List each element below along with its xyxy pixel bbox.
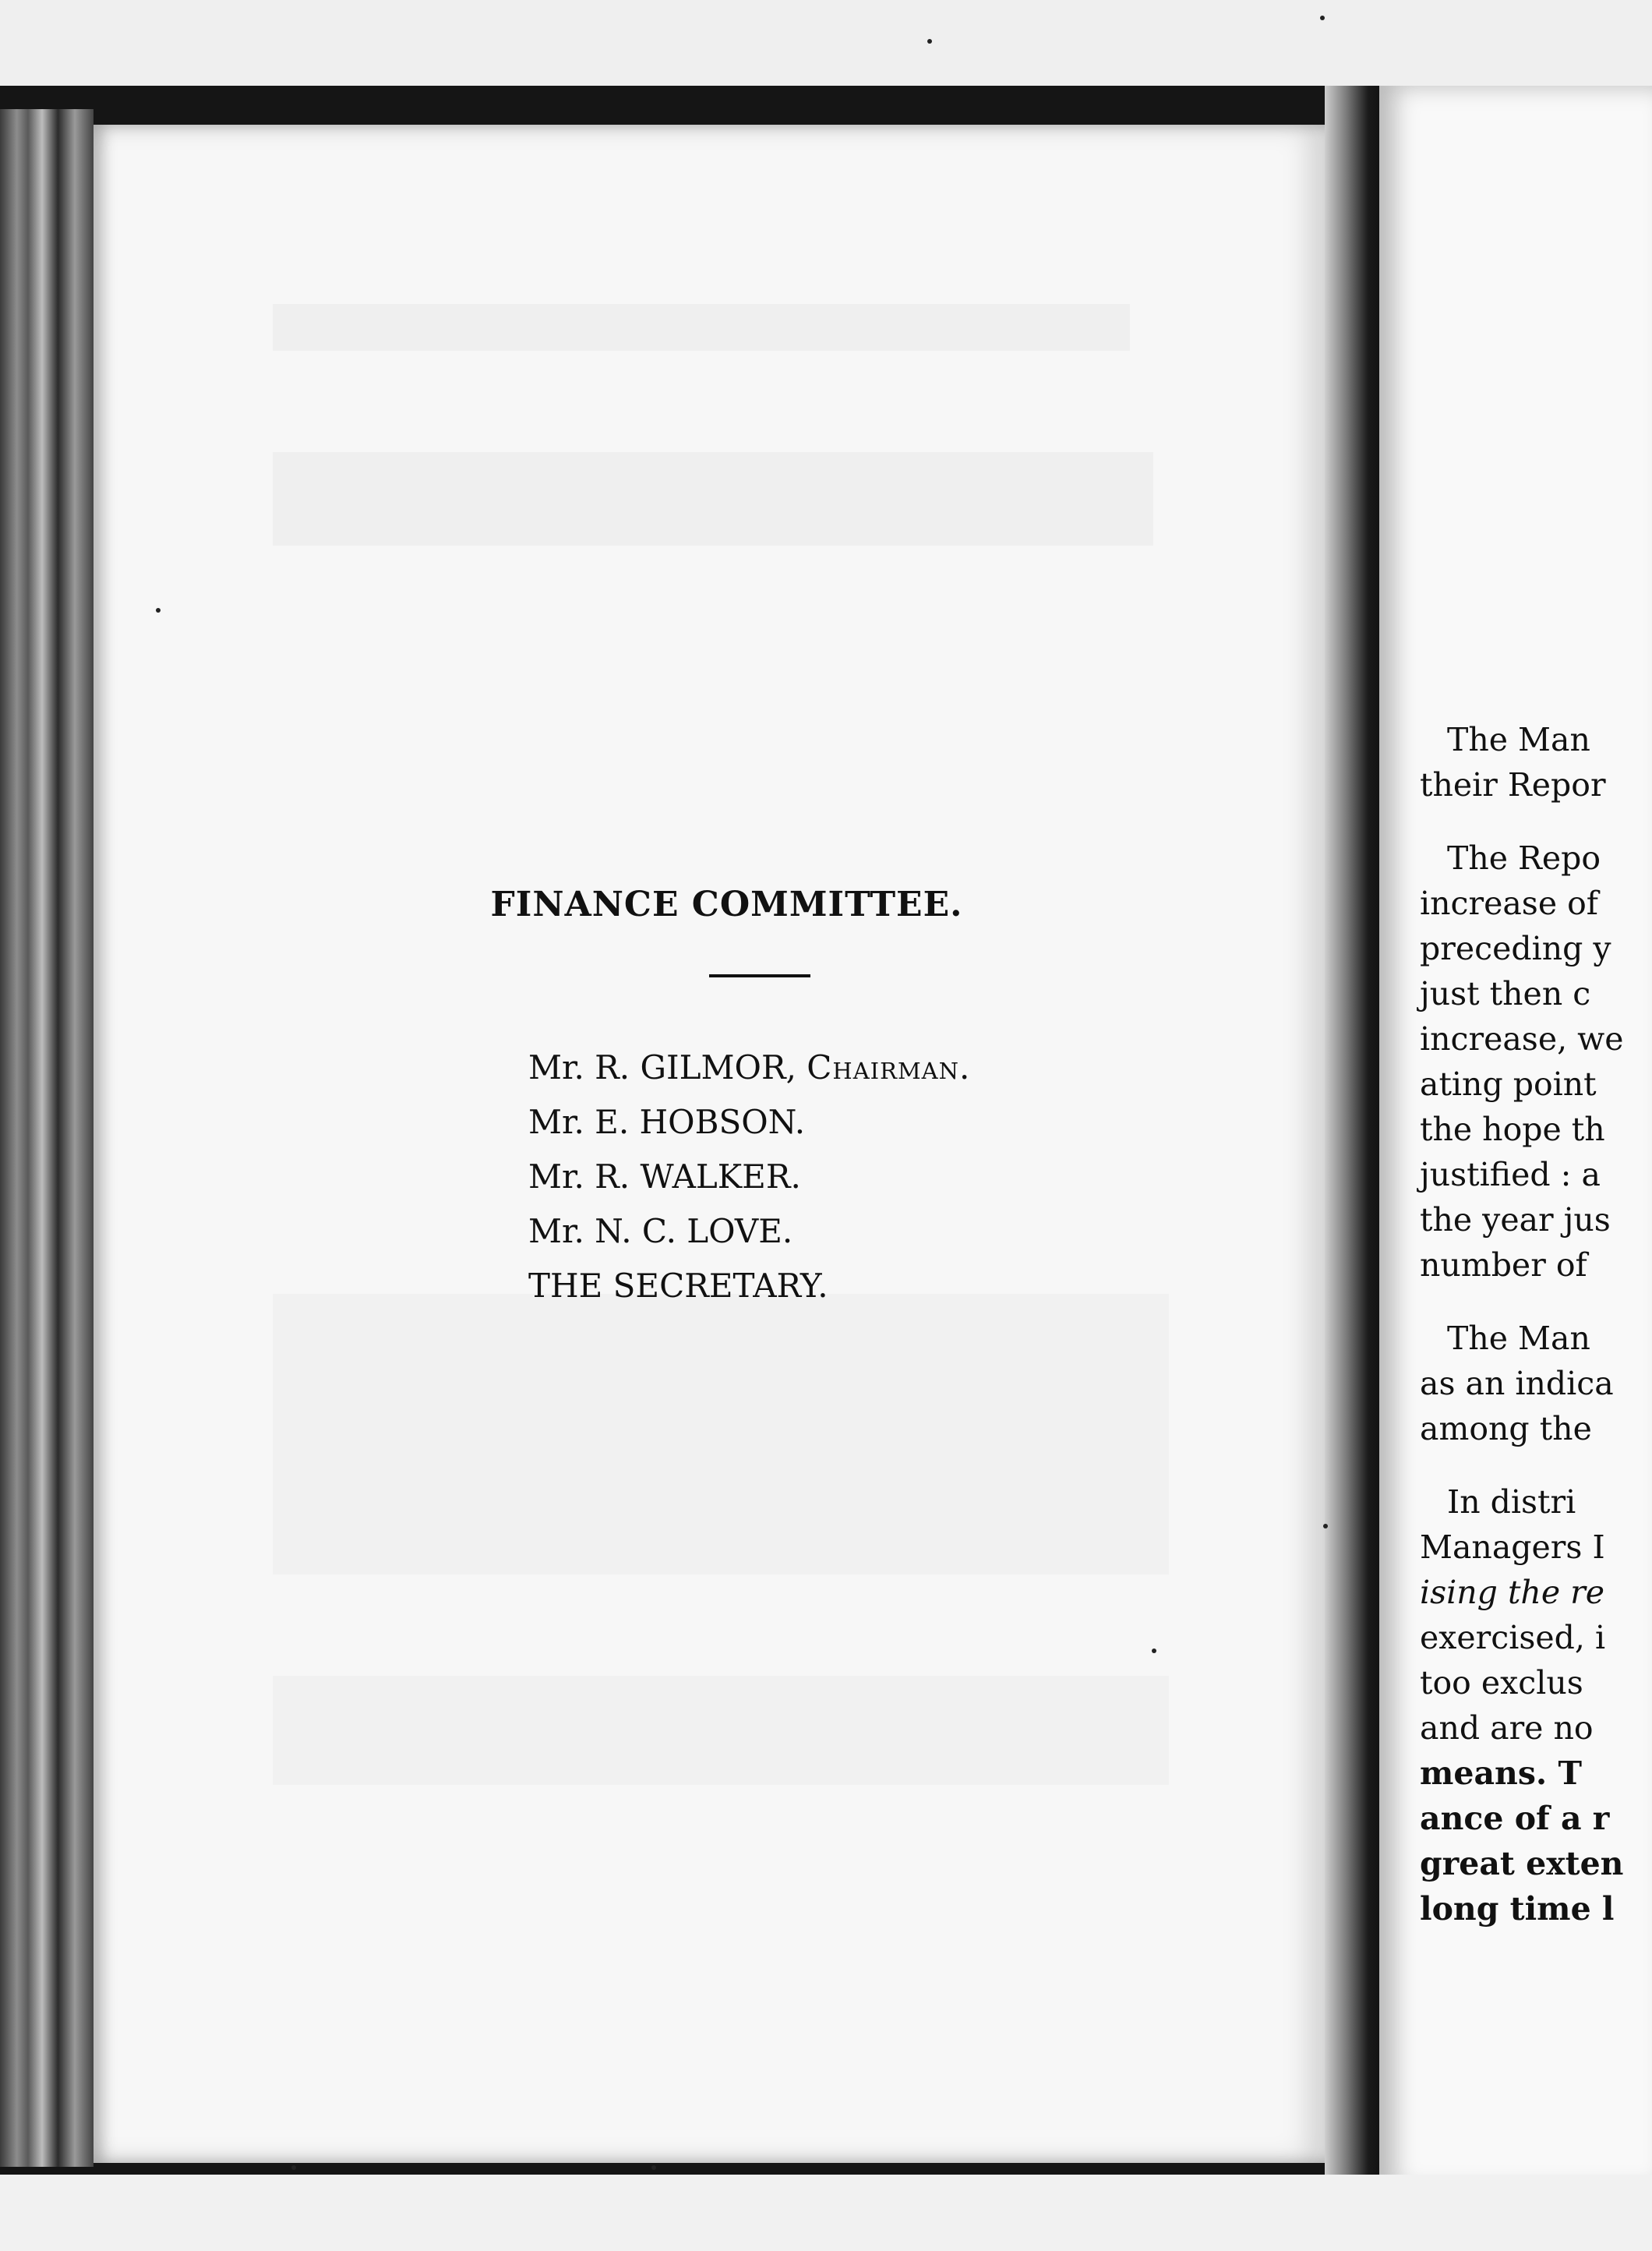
committee-member — [528, 1259, 970, 1313]
report-line: just then c — [1420, 975, 1591, 1012]
bleed-through-mark — [273, 304, 1130, 351]
book-spine-gutter — [1325, 86, 1387, 2190]
report-line: ating point — [1420, 1065, 1597, 1103]
scan-speck — [291, 2165, 296, 2170]
report-line: means. T — [1420, 1755, 1582, 1792]
scan-speck — [156, 608, 161, 613]
report-line: increase, we — [1420, 1020, 1624, 1058]
scan-background-top — [0, 0, 1652, 86]
title-rule — [709, 974, 810, 977]
report-line: ance of a r — [1420, 1800, 1610, 1837]
report-line: their Repor — [1420, 766, 1606, 804]
report-line: among the — [1420, 1410, 1592, 1447]
committee-member — [528, 1095, 970, 1150]
report-line: justified : a — [1420, 1156, 1601, 1193]
report-line: In distri — [1447, 1483, 1576, 1521]
bleed-through-mark — [273, 1676, 1169, 1785]
committee-member-list — [528, 1041, 970, 1313]
bleed-through-mark — [273, 1294, 1169, 1574]
bleed-through-mark — [273, 452, 1153, 546]
report-line: too exclus — [1420, 1664, 1583, 1702]
report-line: long time l — [1420, 1890, 1615, 1928]
scan-speck — [1323, 1524, 1328, 1528]
report-line: great exten — [1420, 1845, 1624, 1882]
report-line: Managers I — [1420, 1528, 1605, 1566]
report-line: preceding y — [1420, 930, 1611, 967]
committee-member — [528, 1041, 970, 1095]
report-line: and are no — [1420, 1709, 1594, 1747]
member-name: Mr. N. C. LOVE. — [528, 1212, 793, 1250]
book-cover-edge — [0, 109, 94, 2167]
report-line: as an indica — [1420, 1365, 1614, 1402]
report-line: The Man — [1447, 1320, 1590, 1357]
scan-speck — [1152, 1648, 1156, 1653]
report-line: exercised, i — [1420, 1619, 1606, 1656]
report-line: the year jus — [1420, 1201, 1611, 1239]
report-line: number of — [1420, 1246, 1587, 1284]
report-line: increase of — [1420, 885, 1598, 922]
scan-speck — [1320, 16, 1325, 20]
report-line: the hope th — [1420, 1111, 1605, 1148]
committee-member — [528, 1150, 970, 1204]
member-name: THE SECRETARY. — [528, 1267, 828, 1305]
scan-speck — [927, 39, 932, 44]
member-name: Mr. R. WALKER. — [528, 1157, 801, 1196]
scan-background-bottom — [0, 2175, 1652, 2251]
scan-speck — [651, 2165, 656, 2170]
member-name: Mr. R. GILMOR, — [528, 1048, 807, 1087]
member-role: Chairman. — [807, 1048, 971, 1087]
member-name: Mr. E. HOBSON. — [528, 1103, 806, 1141]
report-line: ising the re — [1420, 1574, 1604, 1611]
committee-title: FINANCE COMMITTEE. — [490, 885, 963, 924]
report-line: The Repo — [1447, 839, 1601, 877]
committee-member — [528, 1204, 970, 1259]
report-line: The Man — [1447, 721, 1590, 758]
